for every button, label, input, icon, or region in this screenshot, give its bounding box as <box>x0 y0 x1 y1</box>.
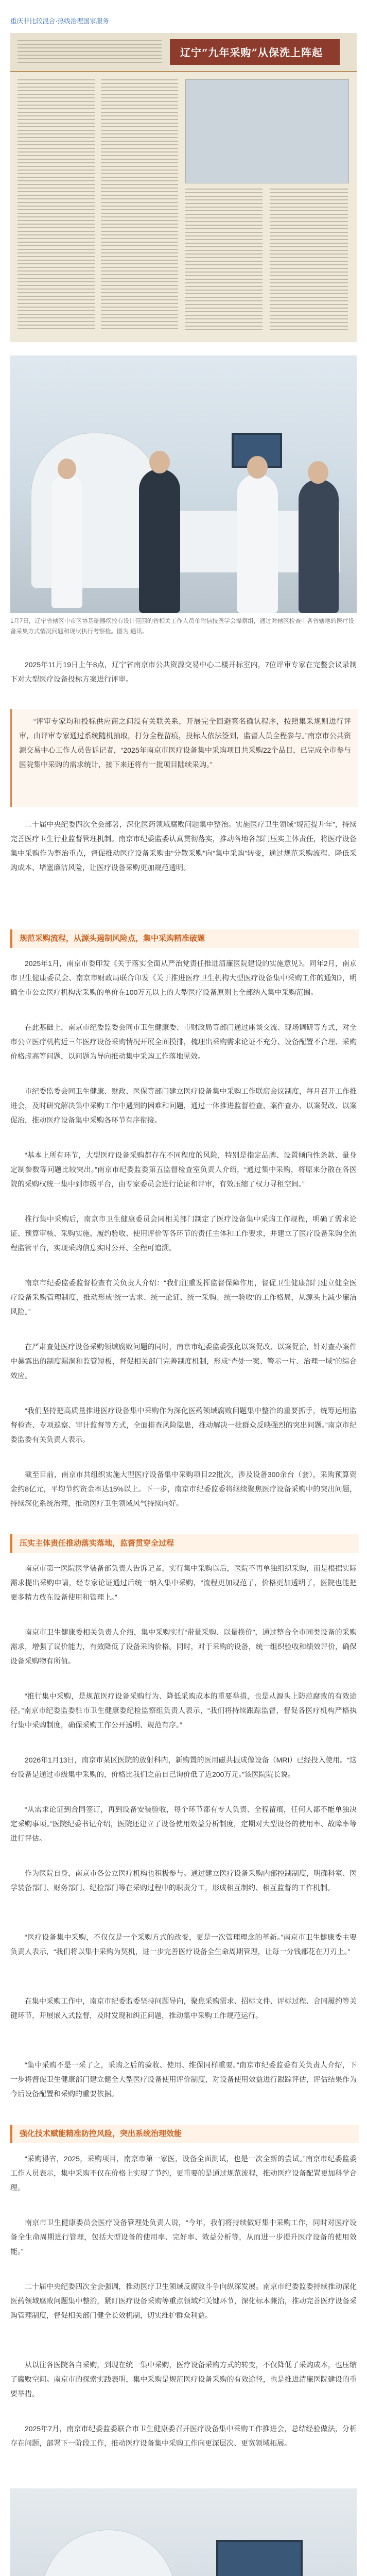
official-figure <box>139 469 180 613</box>
paragraph: 在此基础上，南京市纪委监委会同市卫生健康委、市财政局等部门通过座谈交流、现场调研等方式，对全市公立医疗机构近三年医疗设备采购情况开展全面摸排，梳理出采购需求论证不充分、设备配置不合理、采购价格虚高等问题，以问题为导向推动集中采购工作落地见效。 <box>10 1023 357 1060</box>
paragraph: 二十届中央纪委四次全会部署，深化医药领域腐败问题集中整治。实施医疗卫生领域“规范提升年”，持续完善医疗卫生行业监督管理机制。南京市纪委监委认真贯彻落实，推动各地各部门压实主体责任，将医疗设备集中采购作为整治重点，督促推动医疗设备采购由“分散采购”向“集中采购”转变，通过规范采购流程、降低采购成本、堵塞廉洁风险，让医疗设备采购更加规范透明。 <box>10 820 357 872</box>
doctor-figure <box>237 474 278 613</box>
paragraph: 截至目前，南京市共组织实施大型医疗设备集中采购项目22批次，涉及设备300余台（套），采购预算资金约8亿元，平均节约资金率达15%以上。下一步，南京市纪委监委将继续聚焦医疗设备采购中的突出问题，持续深化系统治理，推动医疗卫生领域风气持续向好。 <box>10 1470 357 1507</box>
newspaper-column <box>270 189 348 332</box>
paragraph: 南京市卫生健康委员会医疗设备管理处负责人说，“今年，我们将持续做好集中采购工作，同时对医疗设备全生命周期进行管理，包括大型设备的使用率、完好率、效益分析等，从而进一步提升医疗设备的使用效能。” <box>10 2218 357 2256</box>
newspaper-banner-title: 辽宁“九年采购”从保洗上阵起 <box>180 46 323 59</box>
section-heading <box>10 1534 359 1553</box>
paragraph: 2025年7月，南京市纪委监委联合市卫生健康委召开医疗设备集中采购工作推进会，总结经验做法，分析存在问题，部署下一阶段工作，推动医疗设备集中采购工作向更深层次、更宽领域拓展。 <box>10 2425 357 2447</box>
paragraph: 南京市卫生健康委相关负责人介绍，集中采购实行“带量采购、以量换价”，通过整合全市同类设备的采购需求，增强了议价能力，有效降低了设备采购价格。同时，对于采购的设备，统一组织验收和绩效评价，确保设备采购物有所值。 <box>10 1628 357 1665</box>
equipment-shape <box>41 2530 176 2576</box>
newspaper-column <box>101 79 178 332</box>
paragraph: “推行集中采购，是规范医疗设备采购行为、降低采购成本的重要举措，也是从源头上防范腐败的有效途径。”南京市纪委监委驻市卫生健康委纪检监察组负责人表示，“我们将持续跟踪监督，督促各医疗机构严格执行集中采购制度，确保采购工作公开透明、规范有序。” <box>10 1692 357 1729</box>
newspaper-image <box>10 33 357 342</box>
quote-block <box>10 709 358 807</box>
section-heading-text: 规范采购流程，从源头遏制风险点，集中采购精准破题 <box>20 934 205 943</box>
monitor-screen <box>216 2540 303 2576</box>
section-heading <box>10 2125 359 2143</box>
paragraph: “从需求论证到合同签订，再到设备安装验收，每个环节都有专人负责、全程留痕，任何人都不能单独决定采购事项。”医院纪委书记介绍，医院还建立了设备使用效益分析制度，定期对大型设备的使用率、故障率等进行评估。 <box>10 1805 357 1842</box>
official-head <box>308 461 328 484</box>
paragraph: “医疗设备集中采购，不仅仅是一个采购方式的改变，更是一次管理理念的革新。”南京市卫生健康委主要负责人表示，“我们将以集中采购为契机，进一步完善医疗设备全生命周期管理，让每一分钱都花在刀刃上。” <box>10 1933 357 1956</box>
section-heading-text: 强化技术赋能精准防控风险，突出系统治理效能 <box>20 2129 182 2138</box>
inline-photo <box>10 2488 357 2576</box>
newspaper-column <box>185 189 263 332</box>
paragraph: 在集中采购工作中，南京市纪委监委坚持问题导向，聚焦采购需求、招标文件、评标过程、合同履约等关键环节，开展嵌入式监督，及时发现和纠正问题，推动集中采购工作规范运行。 <box>10 1997 357 2020</box>
section-heading-text: 压实主体责任推动落实落地，监督贯穿全过程 <box>20 1539 174 1548</box>
photo-caption: 1月7日，辽宁省辖区中市区协基础器疾控有设计范围的省相关工作人员单附信技医学会操察组，通过对辖区检查中各省辖地的医疗设备采集方式情况问题和现状执行考察检。图为 通讯。 <box>10 618 355 635</box>
official-head <box>149 451 170 473</box>
newspaper-masthead <box>10 33 357 72</box>
paragraph: 二十届中央纪委四次全会强调，推动医疗卫生领域反腐败斗争向纵深发展。南京市纪委监委持续推动深化医药领域腐败问题集中整治，紧盯医疗设备采购等重点领域和关键环节，深化标本兼治，推动完善医疗设备采购管理制度，督促相关部门健全长效机制，切实维护群众利益。 <box>10 2282 357 2319</box>
doctor-head <box>247 456 268 479</box>
paragraph: “集中采购不是一采了之，采购之后的验收、使用、维保同样重要。”南京市纪委监委有关负责人介绍，下一步将督促卫生健康部门建立健全大型医疗设备使用评价制度，对设备使用效益进行跟踪评估，评估结果作为今后设备配置和采购的重要依据。 <box>10 2061 357 2098</box>
masthead-text-block <box>18 40 162 64</box>
paragraph: 南京市纪委监委监督检查有关负责人介绍：“我们注重发挥监督保障作用，督促卫生健康部门建立健全医疗设备采购管理制度，推动形成‘统一需求、统一论证、统一采购、统一验收’的工作格局，从源头上减少廉洁风险。” <box>10 1279 357 1316</box>
paragraph: 推行集中采购后，南京市卫生健康委员会同相关部门制定了医疗设备集中采购工作规程，明确了需求论证、预算审核、采购实施、履约验收、使用评价等各环节的责任主体和工作要求，并建立了医疗设备采购全流程监管平台，实现采购信息实时公开、全程可追溯。 <box>10 1215 357 1252</box>
paragraph: 2026年1月13日，南京市某区医院的放射科内，新购置的医用磁共振成像设备（MRI）已经投入使用。“这台设备是通过市级集中采购的，价格比我们之前自己询价低了近200万元。”该医院院长说。 <box>10 1756 357 1778</box>
nurse-head <box>58 459 76 479</box>
paragraph: 南京市第一医院医学装备部负责人告诉记者，实行集中采购以后，医院不再单独组织采购，而是根据实际需求提出采购申请，经专家论证通过后统一纳入集中采购，“流程更加规范了，价格更加透明了，医院也能把更多精力放在设备使用和管理上。” <box>10 1564 357 1601</box>
nurse-figure <box>51 474 82 608</box>
paragraph: “评审专家均和投标供应商之间没有关联关系，开展完全回避签名确认程序，按照集采规则进行评审，由评审专家通过系统随机抽取，打分全程留痕，投标人依法签到，监督人员全程参与。”南京市公共资源交易中心工作人员告诉记者，“2025年南京市医疗设备集中采购项目共采购22个品目，已完成全市参与医院集中采购的需求统计，接下来还将有一批项目陆续采购。” <box>19 717 351 769</box>
newspaper-photo <box>185 79 349 183</box>
header-link[interactable]: 重庆非比较混合·热线治理国家服务 <box>10 18 109 25</box>
paragraph: 作为医院自身，南京市各公立医疗机构也积极参与。通过建立医疗设备采购内部控制制度，明确科室、医学装备部门、财务部门、纪检部门等在采购过程中的职责分工，形成相互制约、相互监督的工作机制。 <box>10 1869 357 1892</box>
newspaper-column <box>18 79 95 332</box>
hospital-photo <box>10 355 357 613</box>
paragraph: “我们坚持把高质量推进医疗设备集中采购作为深化医药领域腐败问题集中整治的重要抓手，统筹运用监督检查、专项巡察、审计监督等方式，全面排查风险隐患，推动解决一批群众反映强烈的突出问题。”南京市纪委监委有关负责人表示。 <box>10 1406 357 1444</box>
paragraph: 从以往各医院各自采购，到现在统一集中采购，医疗设备采购方式的转变，不仅降低了采购成本，也压缩了腐败空间。南京市的探索实践表明，集中采购是规范医疗设备采购的有效途径，也是推进清廉医院建设的重要举措。 <box>10 2361 357 2398</box>
paragraph: 2025年1月，南京市委印发《关于落实全面从严治党责任推进清廉医院建设的实施意见》。同年2月，南京市卫生健康委员会、南京市财政局联合印发《关于推进医疗卫生机构大型医疗设备集中采购工作的通知》，明确全市公立医疗机构需采购的单价在100万元以上的大型医疗设备原则上全部纳入集中采购范围。 <box>10 959 357 996</box>
paragraph: 2025年11月19日上午8点，辽宁省南京市公共资源交易中心二楼开标室内，7位评审专家在完整会议录制下对大型医疗设备投标方案进行评审。 <box>10 660 357 683</box>
paragraph: 市纪委监委会同卫生健康、财政、医保等部门建立医疗设备集中采购工作联席会议制度，每月召开工作推进会，及时研究解决集中采购工作中遇到的困难和问题，通过一体推进监督检查、案件查办、以案促改、以案促治，推动医疗设备集中采购各环节有序衔接。 <box>10 1087 357 1124</box>
official-figure <box>299 479 339 613</box>
section-heading <box>10 929 359 948</box>
paragraph: 在严肃查处医疗设备采购领域腐败问题的同时，南京市纪委监委强化以案促改、以案促治，针对查办案件中暴露出的制度漏洞和监管短板，督促相关部门完善制度机制，形成“查处一案、警示一片、治理一域”的综合效应。 <box>10 1343 357 1380</box>
paragraph: “采购得省，2025，采购项目，南京市第一家医，设备全面测试，也是一次全新的尝试。”南京市纪委监委工作人员表示，集中采购不仅在价格上实现了节约，更重要的是通过规范流程，推动医疗设备配置更加科学合理。 <box>10 2155 357 2192</box>
paragraph: “基本上所有环节，大型医疗设备采购都存在不同程度的风险，特别是指定品牌、设置倾向性条款、量身定制参数等问题比较突出。”南京市纪委监委第五监督检查室负责人介绍，“通过集中采购，将原来分散在各医院的采购权统一集中到市级平台，由专家委员会进行论证和评审，有效压缩了权力寻租空间。” <box>10 1151 357 1188</box>
